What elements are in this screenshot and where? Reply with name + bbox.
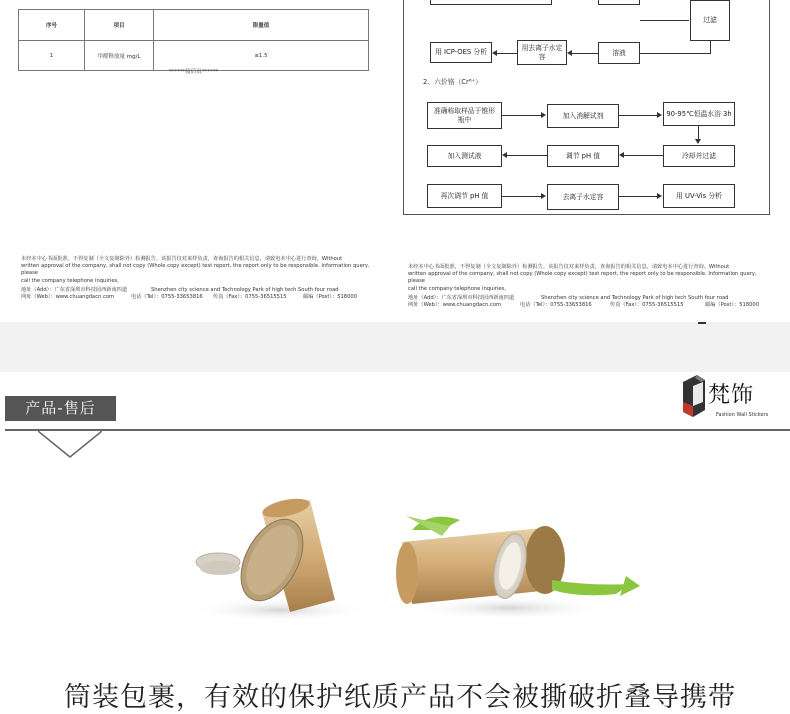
divider-band	[0, 322, 790, 372]
connector	[698, 126, 699, 140]
connector	[502, 196, 542, 197]
footer-note-en1: written approval of the company, shall not copy (Whole copy except) test report, the report only to be responsible. Information query, please	[408, 271, 757, 285]
limit-table	[18, 9, 369, 71]
section-rule	[5, 429, 790, 431]
flow-box-cut-top-left	[430, 0, 552, 5]
footer-note-en2: call the company telephone inquiries。	[408, 285, 510, 292]
flow-box-weigh-sample: 准确称取样品于锥形瓶中	[427, 102, 502, 129]
section-title-cr6: 2、六价铬（Cr⁶⁺）	[423, 78, 482, 86]
flow-box-digest: 加入消解试剂	[547, 104, 619, 128]
footer-note-en1: written approval of the company, shall not copy (Whole copy except) test report, the report only to be responsible. Information query, please	[21, 263, 370, 277]
footer-contact-row	[408, 302, 768, 309]
flow-box-readjust-ph: 再次调节 pH 值	[427, 184, 502, 208]
header-item: 项目	[85, 10, 154, 41]
footer-address-en: Shenzhen city science and Technology Park of high tech South four road	[151, 286, 339, 293]
cell-index: 1	[19, 41, 85, 71]
flow-box-uvvis: 用 UV-Vis 分析	[663, 184, 735, 208]
flow-box-icp: 用 ICP-OES 分析	[430, 42, 492, 63]
arrow-right	[657, 112, 662, 118]
arrow-right	[541, 112, 546, 118]
connector	[624, 155, 663, 156]
flow-box-solution: 溶液	[598, 42, 640, 64]
footer-address-row	[21, 287, 371, 294]
arrow-down	[695, 139, 701, 144]
footer-address-en: Shenzhen city science and Technology Park of high tech South four road	[541, 294, 729, 301]
table-row	[19, 41, 369, 71]
section-tag-after-sales: 产品-售后	[5, 396, 116, 421]
flow-box-adjust-ph: 调节 pH 值	[547, 145, 619, 167]
footer-tel: 电话（Tel）：0755-33653816	[131, 294, 203, 301]
tube-photo-left	[190, 495, 370, 622]
flow-box-add-test-solution: 加入测试液	[427, 145, 502, 167]
brand-name: 梵饰	[708, 383, 755, 408]
flow-box-waterbath: 90-95℃恒温水浴 3h	[663, 102, 735, 126]
arrow-left	[619, 152, 624, 158]
arrow-left	[492, 50, 497, 56]
test-report-area	[0, 0, 790, 322]
arrow-right	[657, 193, 662, 199]
cell-item: 甲醛释放量 mg/L	[85, 41, 154, 71]
footer-web: 网址（Web）：www.chuangdacn.com	[408, 302, 502, 309]
footer-note-en2: call the company telephone inquiries。	[21, 277, 123, 284]
cell-limit: ≤1.5	[154, 41, 369, 71]
bottom-caption: 筒装包裹，有效的保护纸质产品不会被撕破折叠导携带	[64, 682, 736, 713]
connector	[502, 115, 542, 116]
flow-box-filter: 过滤	[690, 0, 730, 41]
footer-address: 地址（Add）：广东省深圳市科技园西新南四道	[408, 294, 515, 301]
report-footer	[21, 256, 371, 301]
footer-tel: 电话（Tel）：0755-33653816	[520, 302, 592, 309]
connector	[507, 155, 547, 156]
report-footer-right	[408, 264, 768, 309]
flow-box-cool-filter: 冷却并过滤	[663, 145, 735, 167]
arrow-right	[541, 193, 546, 199]
flow-box-dilute-water: 用去离子水定容	[517, 40, 567, 65]
continued-note: ******接后页******	[168, 69, 219, 75]
connector	[640, 20, 689, 21]
arrow-left	[502, 152, 507, 158]
tube-photo-right	[396, 516, 640, 620]
product-photos	[180, 480, 640, 640]
brand-tagline: Fashion Wall Stickers	[716, 412, 769, 418]
footer-note-cn: 未经本中心书面批准，不得复制（全文复制除外）检测报告。该报告仅对来样负责，查询报告的相关信息，请致电本中心进行查询。Without	[408, 264, 730, 270]
arrow-left	[567, 50, 572, 56]
dash-mark	[698, 322, 706, 324]
footer-address: 地址（Add）：广东省深圳市科技园西新南四道	[21, 286, 128, 293]
flow-box-dilute: 去离子水定容	[547, 184, 619, 210]
footer-contact-row	[21, 294, 371, 301]
footer-address-row	[408, 295, 768, 302]
flow-box-cut-top-mid	[598, 0, 640, 5]
connector	[640, 53, 711, 54]
connector	[619, 196, 657, 197]
footer-post: 邮编（Post）：518000	[303, 294, 357, 301]
header-limit: 限量值	[154, 10, 369, 41]
footer-web: 网址（Web）：www.chuangdacn.com	[21, 294, 115, 301]
left-report-page	[0, 0, 385, 322]
connector	[572, 53, 598, 54]
connector	[619, 115, 657, 116]
footer-post: 邮编（Post）：518000	[705, 302, 759, 309]
caret-down-icon	[38, 431, 102, 459]
header-index: 序号	[19, 10, 85, 41]
footer-fax: 传真（Fax）：0755-36515515	[213, 294, 287, 301]
connector	[497, 53, 517, 54]
footer-fax: 传真（Fax）：0755-36515515	[610, 302, 684, 309]
table-header-row	[19, 10, 369, 41]
footer-note-cn: 未经本中心书面批准，不得复制（全文复制除外）检测报告。该报告仅对来样负责，查询报告的相关信息，请致电本中心进行查询。Without	[21, 256, 343, 262]
